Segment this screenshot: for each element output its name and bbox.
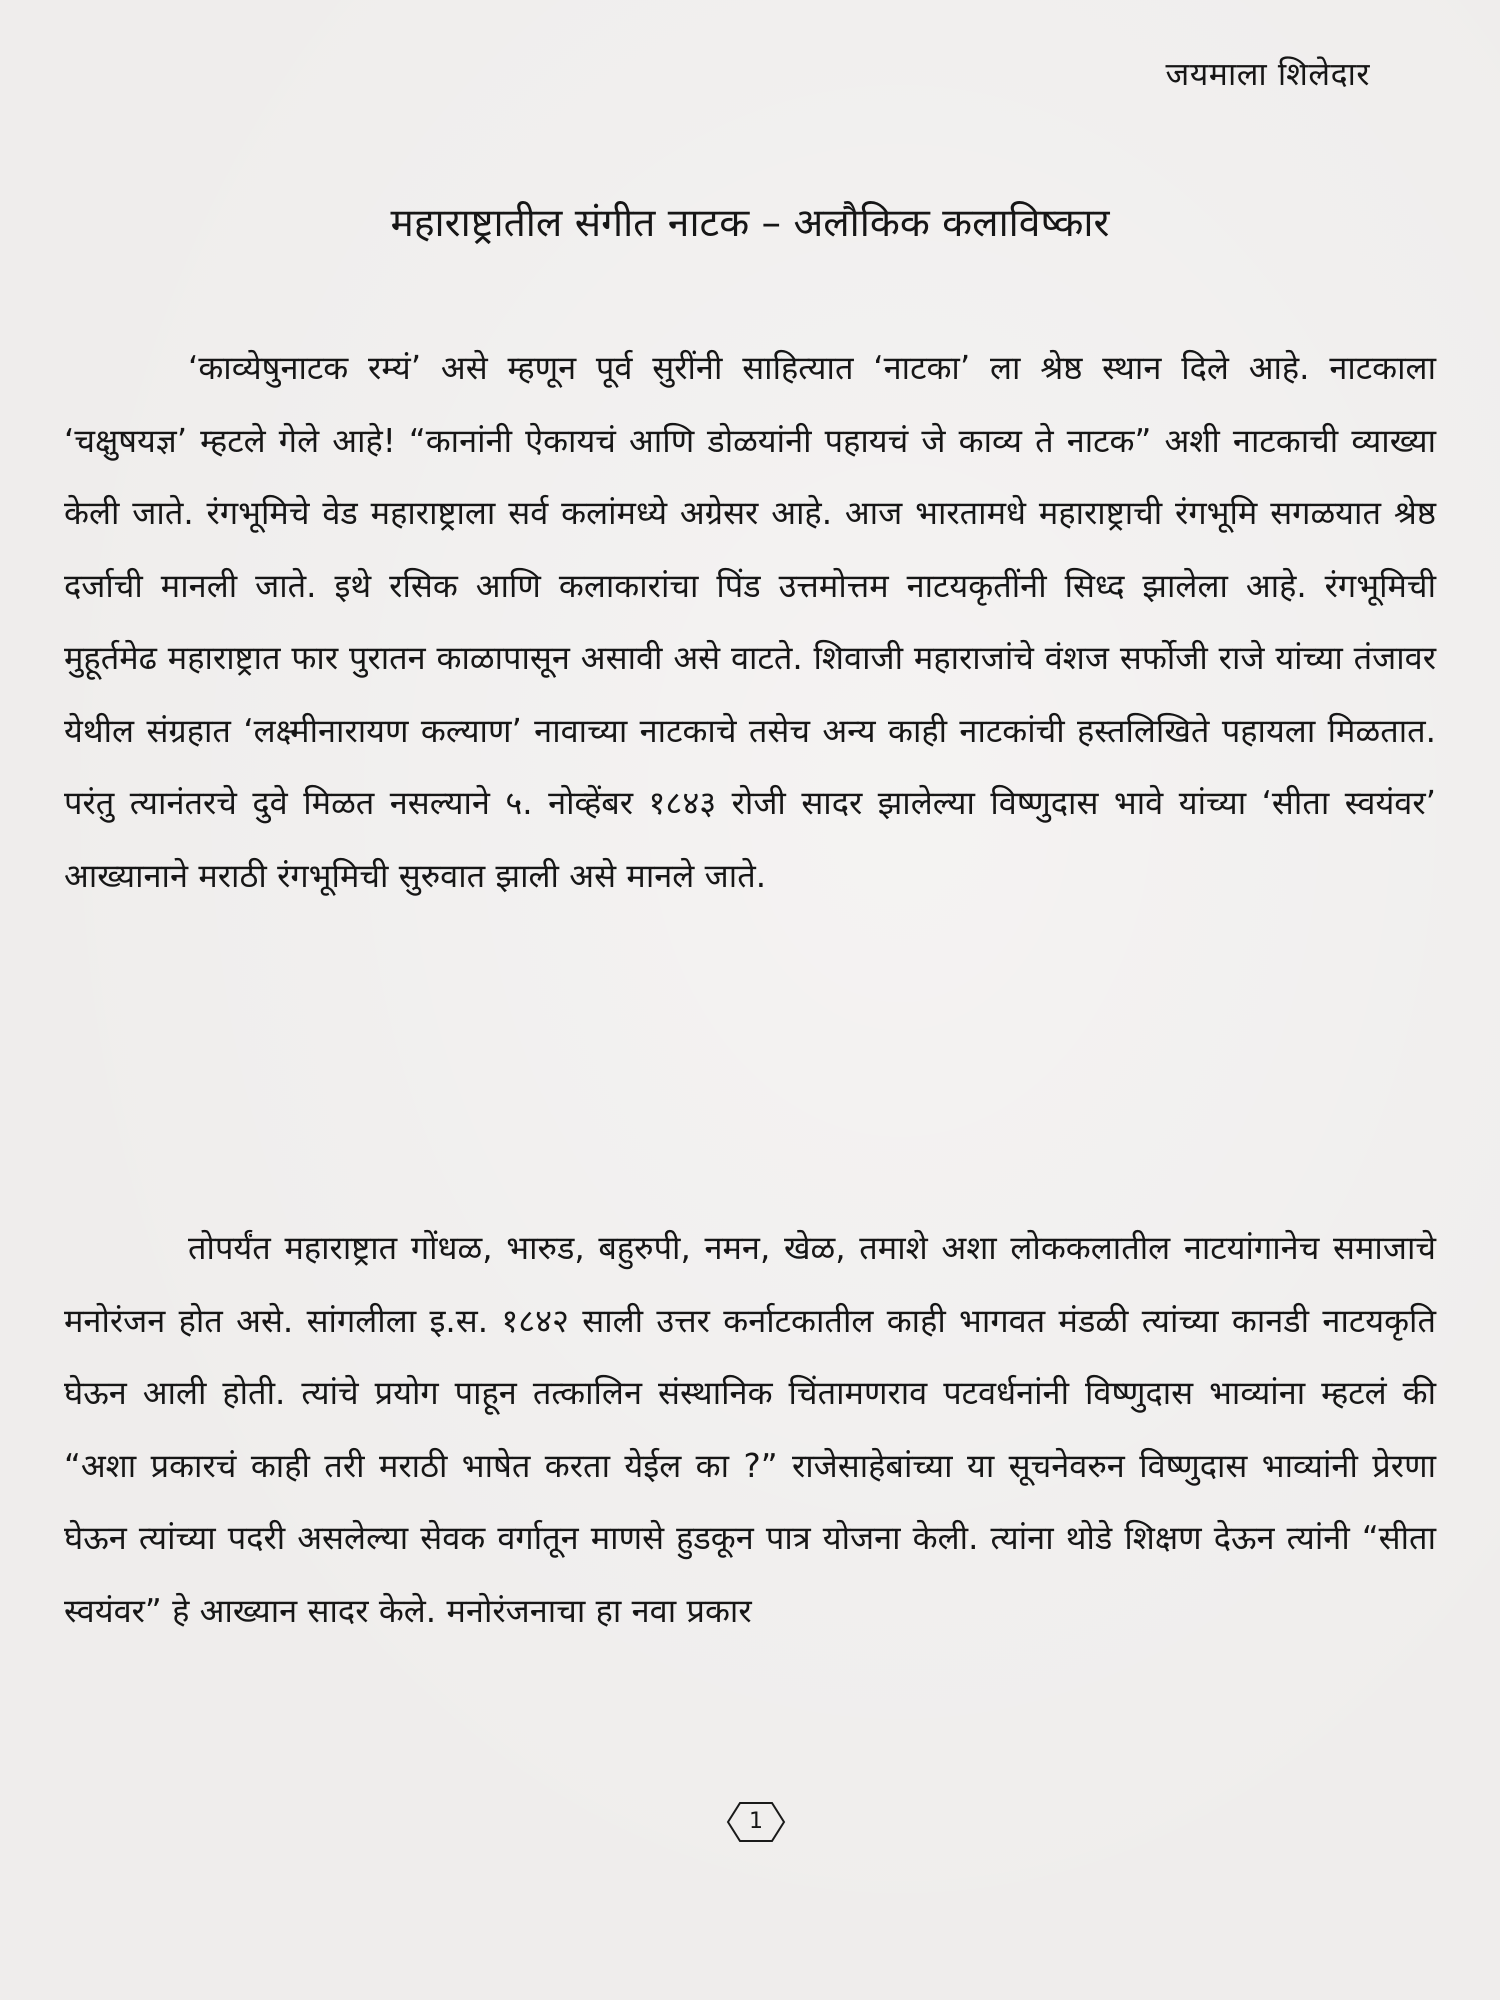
author-name: जयमाला शिलेदार <box>1165 55 1370 93</box>
article-title: महाराष्ट्रातील संगीत नाटक – अलौकिक कलाविष्कार <box>390 201 1110 246</box>
page-number: 1 <box>749 1809 763 1834</box>
page-number-badge <box>726 1800 786 1844</box>
paragraph-1: ‘काव्येषुनाटक रम्यं’ असे म्हणून पूर्व सुरींनी साहित्यात ‘नाटका’ ला श्रेष्ठ स्थान दिले आहे. नाटकाला ‘चक्षुषयज्ञ’ म्हटले गेले आहे! “कानांनी ऐकायचं आणि डोळयांनी पहायचं जे काव्य ते नाटक” अशी नाटकाची व्याख्या केली जाते. रंगभूमिचे वेड महाराष्ट्राला सर्व कलांमध्ये अग्रेसर आहे. आज भारतामधे महाराष्ट्राची रंगभूमि सगळयात श्रेष्ठ दर्जाची मानली जाते. इथे रसिक आणि कलाकारांचा पिंड उत्तमोत्तम नाटयकृतींनी सिध्द झालेला आहे. रंगभूमिची मुहूर्तमेढ महाराष्ट्रात फार पुरातन काळापासून असावी असे वाटते. शिवाजी महाराजांचे वंशज सर्फोजी राजे यांच्या तंजावर येथील संग्रहात ‘लक्ष्मीनारायण कल्याण’ नावाच्या नाटकाचे तसेच अन्य काही नाटकांची हस्तलिखिते पहायला मिळतात. परंतु त्यानंतरचे दुवे मिळत नसल्याने ५. नोव्हेंबर १८४३ रोजी सादर झालेल्या विष्णुदास भावे यांच्या ‘सीता स्वयंवर’ आख्यानाने मराठी रंगभूमिची सुरुवात झाली असे मानले जाते. <box>64 349 1436 895</box>
paragraph-2: तोपर्यंत महाराष्ट्रात गोंधळ, भारुड, बहुरुपी, नमन, खेळ, तमाशे अशा लोककलातील नाटयांगानेच समाजाचे मनोरंजन होत असे. सांगलीला इ.स. १८४२ साली उत्तर कर्नाटकातील काही भागवत मंडळी त्यांच्या कानडी नाटयकृति घेऊन आली होती. त्यांचे प्रयोग पाहून तत्कालिन संस्थानिक चिंतामणराव पटवर्धनांनी विष्णुदास भाव्यांना म्हटलं की “अशा प्रकारचं काही तरी मराठी भाषेत करता येईल का ?” राजेसाहेबांच्या या सूचनेवरुन विष्णुदास भाव्यांनी प्रेरणा घेऊन त्यांच्या पदरी असलेल्या सेवक वर्गातून माणसे हुडकून पात्र योजना केली. त्यांना थोडे शिक्षण देऊन त्यांनी “सीता स्वयंवर” हे आख्यान सादर केले. मनोरंजनाचा हा नवा प्रकार <box>64 1229 1436 1630</box>
